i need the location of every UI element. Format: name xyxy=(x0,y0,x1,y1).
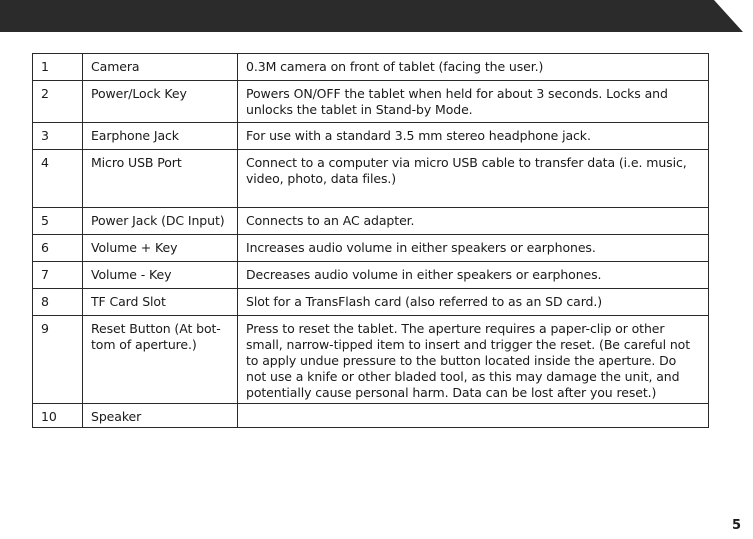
part-number: 2 xyxy=(33,81,83,123)
part-name: Power Jack (DC Input) xyxy=(83,208,238,235)
part-number: 8 xyxy=(33,289,83,316)
part-number: 1 xyxy=(33,54,83,81)
part-description: Decreases audio volume in either speakers or earphones. xyxy=(238,262,709,289)
part-description: Connect to a computer via micro USB cable to transfer data (i.e. music, video, photo, data files.) xyxy=(238,150,709,208)
table-row xyxy=(33,54,709,81)
table-row xyxy=(33,289,709,316)
part-name: Speaker xyxy=(83,404,238,428)
part-number: 5 xyxy=(33,208,83,235)
part-description: Powers ON/OFF the tablet when held for about 3 seconds. Locks and unlocks the tablet in Stand-by Mode. xyxy=(238,81,709,123)
table-row xyxy=(33,316,709,404)
part-number: 4 xyxy=(33,150,83,208)
table-row xyxy=(33,262,709,289)
part-number: 3 xyxy=(33,123,83,150)
part-description: Slot for a TransFlash card (also referred to as an SD card.) xyxy=(238,289,709,316)
part-number: 6 xyxy=(33,235,83,262)
table-row xyxy=(33,123,709,150)
part-name: Volume - Key xyxy=(83,262,238,289)
part-number: 9 xyxy=(33,316,83,404)
part-name: Volume + Key xyxy=(83,235,238,262)
table-row xyxy=(33,150,709,208)
part-name: Power/Lock Key xyxy=(83,81,238,123)
table-row xyxy=(33,404,709,428)
part-name: TF Card Slot xyxy=(83,289,238,316)
part-name: Camera xyxy=(83,54,238,81)
table-row xyxy=(33,208,709,235)
part-description: Connects to an AC adapter. xyxy=(238,208,709,235)
parts-table xyxy=(32,53,709,428)
part-number: 10 xyxy=(33,404,83,428)
part-number: 7 xyxy=(33,262,83,289)
table-row xyxy=(33,235,709,262)
part-name: Reset Button (At bot-tom of aperture.) xyxy=(83,316,238,404)
part-description: Increases audio volume in either speakers or earphones. xyxy=(238,235,709,262)
part-description: Press to reset the tablet. The aperture requires a paper-clip or other small, narrow-tipped item to insert and trigger the reset. (Be careful not to apply undue pressure to the button located inside the aperture. Do not use a knife or other bladed tool, as this may damage the unit, and potentially cause personal harm. Data can be lost after you reset.) xyxy=(238,316,709,404)
part-description: For use with a standard 3.5 mm stereo headphone jack. xyxy=(238,123,709,150)
header-bar xyxy=(0,0,753,32)
table-row xyxy=(33,81,709,123)
page-number: 5 xyxy=(731,518,741,533)
header-bar-shape xyxy=(0,0,753,32)
part-description xyxy=(238,404,709,428)
part-name: Earphone Jack xyxy=(83,123,238,150)
part-name: Micro USB Port xyxy=(83,150,238,208)
part-description: 0.3M camera on front of tablet (facing the user.) xyxy=(238,54,709,81)
